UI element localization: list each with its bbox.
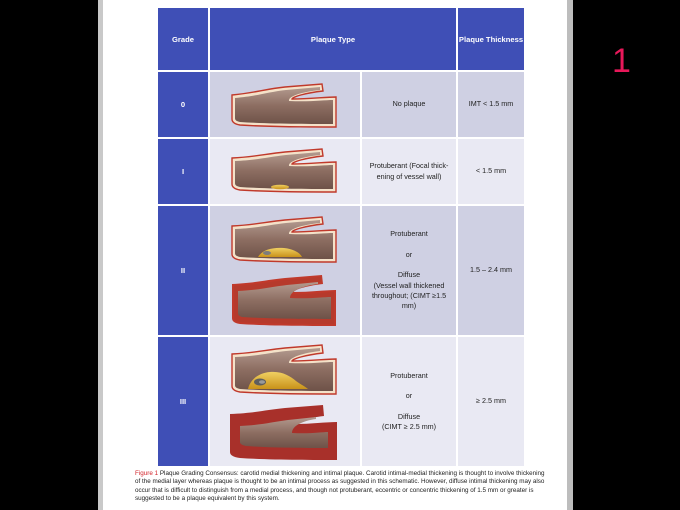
plaque-type-line: (Vessel wall thickened (373, 280, 445, 290)
plaque-thickness-cell: ≥ 2.5 mm (457, 336, 525, 467)
plaque-type-line: ening of vessel wall) (376, 171, 442, 181)
plaque-type-line: mm) (401, 301, 417, 311)
plaque-type-line (362, 240, 456, 250)
vessel-grade-1-icon (209, 138, 361, 205)
plaque-type-line: Protuberant (390, 370, 428, 380)
grade-cell: II (157, 205, 209, 336)
plaque-type-line: No plaque (392, 99, 426, 109)
plaque-type-line (362, 381, 456, 391)
plaque-type-line (362, 260, 456, 270)
vessel-pair-grade-2 (209, 205, 361, 336)
vessel-grade-2-diffuse-icon (210, 270, 360, 332)
header-grade: Grade (157, 7, 209, 71)
vessel-grade-3-protuberant-icon (210, 340, 360, 402)
vessel-grade-0-icon (209, 71, 361, 138)
plaque-grading-table (156, 6, 526, 468)
figure-label: Figure 1 (135, 470, 159, 477)
vessel-grade-2-protuberant-icon (210, 210, 360, 270)
table-row-grade-3 (157, 336, 525, 467)
plaque-type-line: Protuberant (Focal thick- (369, 161, 449, 171)
grade-cell: III (157, 336, 209, 467)
plaque-thickness-cell: < 1.5 mm (457, 138, 525, 205)
plaque-type-line: Protuberant (390, 229, 428, 239)
table-header-row (157, 7, 525, 71)
figure-caption (135, 470, 549, 503)
table-row-grade-1 (157, 138, 525, 205)
figure-caption-text: Plaque Grading Consensus: carotid medial thickening and intimal plaque. Carotid intimal-medial thickening is thought to involve thickening of the medial layer whereas plaque is thought to be an intimal process as suggested in this schematic. However, diffuse intimal thickening may also occur that is difficult to distinguish from a medial process, and though not protuberant, eccentric or concentric thickening of 1.5 mm or greater is suggested to be a plaque equivalent by this system. (135, 470, 545, 502)
plaque-thickness-cell: 1.5 – 2.4 mm (457, 205, 525, 336)
plaque-type-line: or (405, 391, 413, 401)
plaque-type-cell (361, 336, 457, 467)
plaque-thickness-cell: IMT < 1.5 mm (457, 71, 525, 138)
vessel-grade-3-diffuse-icon (210, 402, 360, 464)
vessel-pair-grade-3 (209, 336, 361, 467)
plaque-type-line: or (405, 249, 413, 259)
plaque-type-line: Diffuse (397, 270, 421, 280)
table-row-grade-2 (157, 205, 525, 336)
plaque-type-line (362, 402, 456, 412)
plaque-type-cell (361, 138, 457, 205)
plaque-type-line: throughout; (CIMT ≥1.5 (371, 290, 447, 300)
table-row-grade-0 (157, 71, 525, 138)
grade-cell: 0 (157, 71, 209, 138)
page-edge-right (567, 0, 573, 510)
plaque-type-line: Diffuse (397, 411, 421, 421)
plaque-type-cell (361, 205, 457, 336)
plaque-type-line: (CIMT ≥ 2.5 mm) (381, 421, 437, 431)
plaque-type-cell (361, 71, 457, 138)
slide-number: 1 (612, 42, 631, 80)
header-plaque-thickness: Plaque Thickness (457, 7, 525, 71)
header-plaque-type: Plaque Type (209, 7, 457, 71)
grade-cell: I (157, 138, 209, 205)
